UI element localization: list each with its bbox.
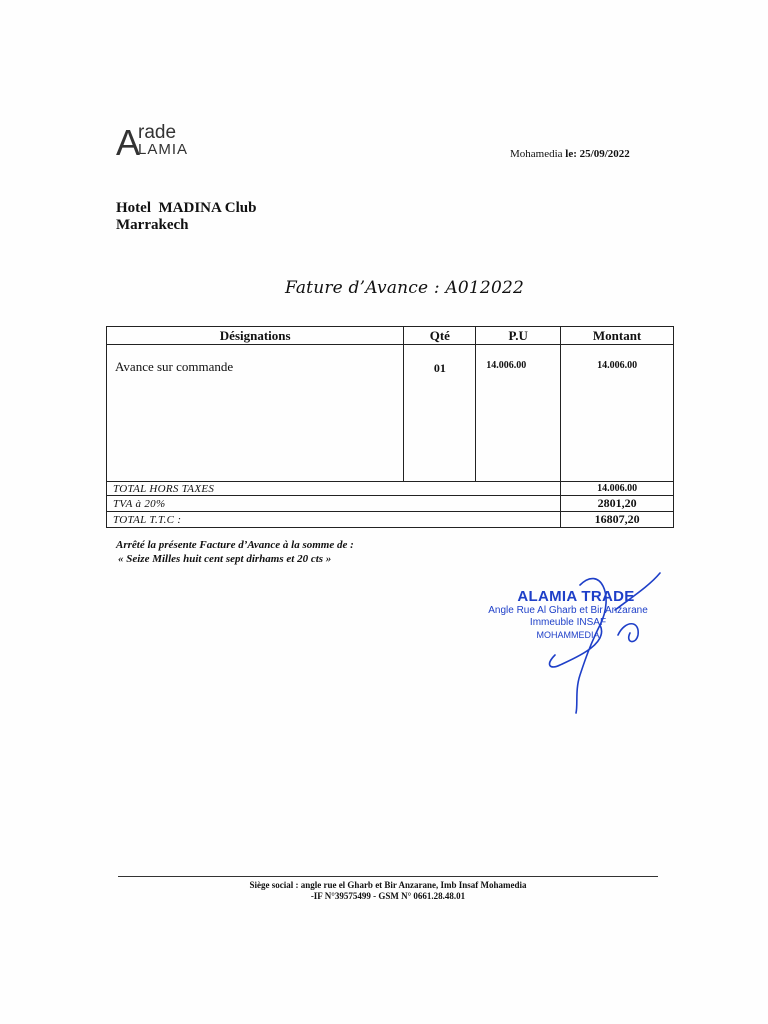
- table-header-row: [107, 327, 674, 345]
- stamp-city: MOHAMMEDIA: [536, 630, 600, 640]
- tva-row: [107, 496, 674, 512]
- logo-top-text: rade: [138, 122, 177, 143]
- client-block: [116, 200, 256, 234]
- client-city: Marrakech: [116, 217, 189, 233]
- amount-in-words: [116, 538, 354, 566]
- footer-address: Siège social : angle rue el Gharb et Bir Anzarane, Imb Insaf Mohamedia: [249, 880, 527, 890]
- date-value: 25/09/2022: [579, 148, 630, 160]
- client-name: MADINA Club: [158, 200, 257, 216]
- table-row: [107, 345, 674, 482]
- header-designations: Désignations: [107, 327, 404, 345]
- total-ht-value: 14.006.00: [561, 482, 674, 496]
- cell-designation: Avance sur commande: [107, 345, 404, 482]
- date-place: Mohamedia: [510, 148, 563, 160]
- client-name-line: [116, 200, 256, 217]
- footer-ids: -IF N°39575499 - GSM N° 0661.28.48.01: [310, 891, 466, 901]
- header-qty: Qté: [404, 327, 476, 345]
- invoice-date: [510, 148, 630, 160]
- logo-bottom-text: LAMIA: [138, 141, 189, 158]
- total-ht-label: TOTAL HORS TAXES: [107, 482, 561, 496]
- client-prefix: Hotel: [116, 200, 151, 216]
- stamp-name: ALAMIA TRADE: [517, 588, 635, 605]
- footer-divider: [118, 876, 658, 877]
- arrete-amount-words: « Seize Milles huit cent sept dirhams et 20 cts »: [118, 553, 332, 565]
- total-ttc-value: 16807,20: [561, 512, 674, 528]
- total-ht-row: [107, 482, 674, 496]
- total-ttc-label: TOTAL T.T.C :: [107, 512, 561, 528]
- cell-qty: 01: [404, 345, 476, 482]
- header-pu: P.U: [476, 327, 561, 345]
- cell-montant: 14.006.00: [561, 345, 674, 482]
- tva-value: 2801,20: [561, 496, 674, 512]
- tva-label: TVA à 20%: [107, 496, 561, 512]
- stamp-address: Angle Rue Al Gharb et Bir Anzarane: [488, 605, 648, 616]
- stamp-building: Immeuble INSAF: [529, 617, 607, 628]
- signature: [540, 565, 670, 715]
- footer: [118, 880, 658, 902]
- arrete-line: Arrêté la présente Facture d’Avance à la somme de :: [116, 539, 354, 551]
- company-logo: [116, 124, 202, 164]
- invoice-table: [106, 326, 674, 528]
- header-montant: Montant: [561, 327, 674, 345]
- cell-pu: 14.006.00: [476, 345, 561, 482]
- logo-letter: A: [116, 122, 141, 163]
- invoice-title: Fature d’Avance : A012022: [285, 278, 524, 298]
- date-prefix: le:: [565, 148, 577, 160]
- total-ttc-row: [107, 512, 674, 528]
